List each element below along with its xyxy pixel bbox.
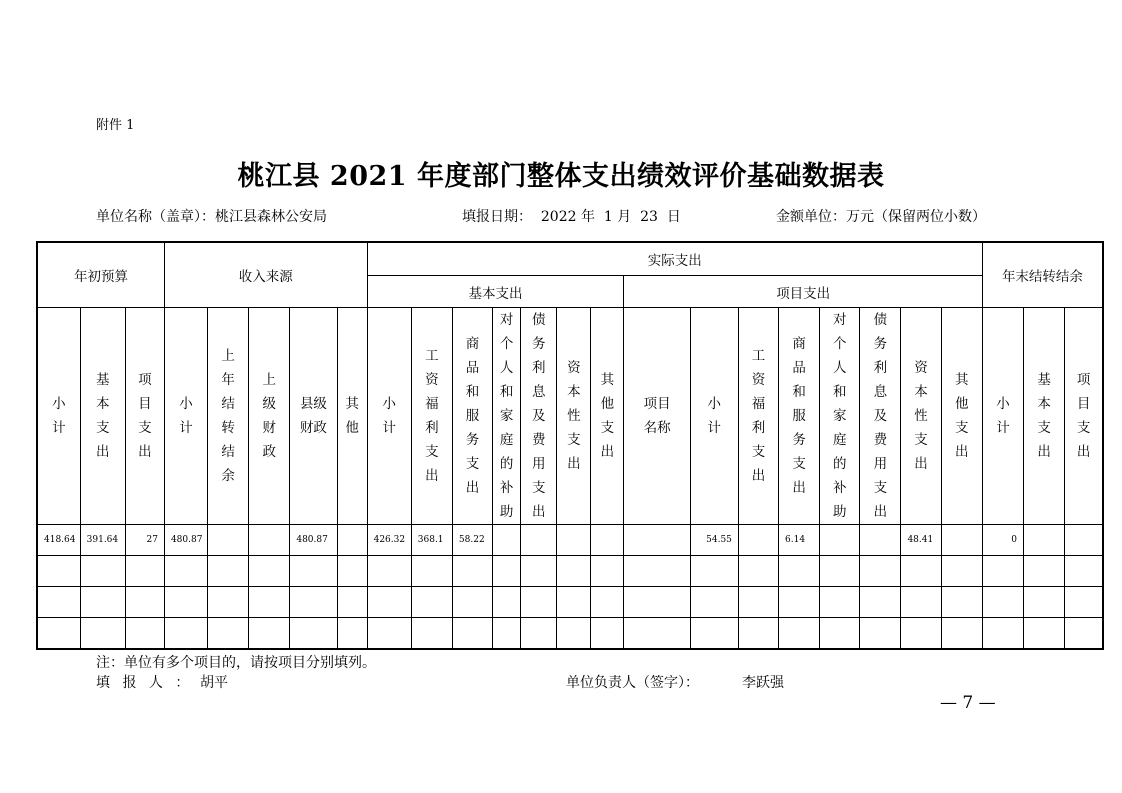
table-cell xyxy=(521,556,557,587)
table-row xyxy=(37,618,1103,650)
table-cell xyxy=(591,556,624,587)
col-project-debt: 债务利息及费用支出 xyxy=(860,308,901,525)
table-cell xyxy=(164,587,207,618)
table-cell: 0 xyxy=(982,525,1023,556)
col-yearend-subtotal: 小计 xyxy=(982,308,1023,525)
table-cell xyxy=(557,618,591,650)
table-cell xyxy=(493,587,521,618)
table-cell xyxy=(1024,618,1065,650)
table-cell xyxy=(208,587,249,618)
table-cell xyxy=(80,556,125,587)
col-basic-other: 其他支出 xyxy=(591,308,624,525)
col-basic-debt: 债务利息及费用支出 xyxy=(521,308,557,525)
col-budget-project: 项目支出 xyxy=(125,308,164,525)
table-row xyxy=(37,525,1103,556)
col-yearend-project: 项目支出 xyxy=(1065,308,1103,525)
table-cell: 368.1 xyxy=(411,525,452,556)
table-cell xyxy=(452,618,492,650)
table-cell xyxy=(208,556,249,587)
table-cell xyxy=(941,525,982,556)
col-basic-capital: 资本性支出 xyxy=(557,308,591,525)
col-income-superior: 上级财政 xyxy=(249,308,290,525)
table-cell xyxy=(820,556,860,587)
col-project-other: 其他支出 xyxy=(941,308,982,525)
col-income-county: 县级财政 xyxy=(290,308,337,525)
table-cell: 391.64 xyxy=(80,525,125,556)
table-cell xyxy=(820,618,860,650)
table-cell xyxy=(820,587,860,618)
table-row xyxy=(37,556,1103,587)
col-budget-subtotal: 小计 xyxy=(37,308,80,525)
table-cell xyxy=(1065,618,1103,650)
table-cell xyxy=(37,587,80,618)
table-cell xyxy=(982,618,1023,650)
performance-data-table xyxy=(36,241,1104,650)
table-cell xyxy=(591,618,624,650)
header-budget: 年初预算 xyxy=(37,242,164,308)
table-cell xyxy=(901,556,941,587)
table-cell xyxy=(591,587,624,618)
table-cell xyxy=(80,587,125,618)
table-cell xyxy=(521,525,557,556)
col-yearend-basic: 基本支出 xyxy=(1024,308,1065,525)
table-cell xyxy=(493,556,521,587)
table-cell xyxy=(738,618,778,650)
col-income-other: 其他 xyxy=(337,308,367,525)
table-cell xyxy=(452,556,492,587)
table-row xyxy=(37,587,1103,618)
table-cell xyxy=(37,618,80,650)
col-income-subtotal: 小计 xyxy=(164,308,207,525)
table-cell xyxy=(738,525,778,556)
table-cell xyxy=(690,587,738,618)
page-number: — 7 — xyxy=(940,693,996,713)
table-cell xyxy=(901,587,941,618)
table-cell xyxy=(941,556,982,587)
table-cell: 418.64 xyxy=(37,525,80,556)
table-cell xyxy=(493,618,521,650)
table-cell xyxy=(125,556,164,587)
table-cell xyxy=(452,587,492,618)
table-cell xyxy=(125,618,164,650)
header-project-expense: 项目支出 xyxy=(624,276,982,308)
table-cell xyxy=(411,618,452,650)
table-cell xyxy=(367,587,411,618)
col-income-carryover: 上年结转结余 xyxy=(208,308,249,525)
table-cell: 480.87 xyxy=(290,525,337,556)
table-cell xyxy=(624,587,690,618)
table-cell xyxy=(860,618,901,650)
table-cell xyxy=(982,556,1023,587)
col-project-capital: 资本性支出 xyxy=(901,308,941,525)
table-cell xyxy=(1024,587,1065,618)
table-cell xyxy=(493,525,521,556)
table-cell xyxy=(290,556,337,587)
table-cell xyxy=(860,556,901,587)
table-cell xyxy=(860,525,901,556)
col-basic-subtotal: 小计 xyxy=(367,308,411,525)
table-cell xyxy=(337,556,367,587)
unit-name: 单位名称（盖章）：桃江县森林公安局 xyxy=(96,209,327,225)
table-cell xyxy=(521,618,557,650)
table-cell xyxy=(337,525,367,556)
table-cell xyxy=(860,587,901,618)
unit-head-name: 李跃强 xyxy=(742,675,784,691)
table-cell xyxy=(1024,525,1065,556)
table-cell xyxy=(738,587,778,618)
data-table-container xyxy=(36,241,1104,649)
table-cell xyxy=(80,618,125,650)
table-cell xyxy=(125,587,164,618)
header-actual: 实际支出 xyxy=(367,242,982,276)
table-cell xyxy=(521,587,557,618)
filler-label: 填 报 人 ： xyxy=(96,675,194,691)
amount-unit: 金额单位：万元（保留两位小数） xyxy=(776,209,986,225)
header-basic-expense: 基本支出 xyxy=(367,276,624,308)
table-cell xyxy=(337,618,367,650)
table-cell: 27 xyxy=(125,525,164,556)
table-cell xyxy=(290,618,337,650)
fill-date: 填报日期： 2022 年 1 月 23 日 xyxy=(462,209,681,225)
table-cell xyxy=(1024,556,1065,587)
table-cell xyxy=(738,556,778,587)
table-cell xyxy=(941,618,982,650)
col-project-salary: 工资福利支出 xyxy=(738,308,778,525)
table-cell xyxy=(557,556,591,587)
filler-name: 胡平 xyxy=(200,675,228,691)
table-cell xyxy=(1065,587,1103,618)
col-budget-basic: 基本支出 xyxy=(80,308,125,525)
table-cell xyxy=(1065,525,1103,556)
col-project-name: 项目名称 xyxy=(624,308,690,525)
table-cell xyxy=(411,587,452,618)
table-cell xyxy=(779,618,820,650)
col-project-subsidy: 对个人和家庭的补助 xyxy=(820,308,860,525)
table-cell xyxy=(820,525,860,556)
unit-head-label: 单位负责人（签字）： xyxy=(566,675,699,691)
document-title: 桃江县 2021 年度部门整体支出绩效评价基础数据表 xyxy=(237,161,885,192)
table-cell: 426.32 xyxy=(367,525,411,556)
table-cell xyxy=(557,587,591,618)
table-cell xyxy=(779,587,820,618)
table-cell xyxy=(624,618,690,650)
col-project-subtotal: 小计 xyxy=(690,308,738,525)
table-cell xyxy=(779,556,820,587)
attachment-label: 附件 1 xyxy=(96,118,135,133)
col-basic-goods: 商品和服务支出 xyxy=(452,308,492,525)
table-cell xyxy=(290,587,337,618)
table-cell xyxy=(208,525,249,556)
table-cell xyxy=(208,618,249,650)
table-cell xyxy=(249,618,290,650)
footnote: 注：单位有多个项目的，请按项目分别填列。 xyxy=(96,655,376,671)
table-cell xyxy=(367,556,411,587)
table-cell xyxy=(624,556,690,587)
table-cell xyxy=(690,618,738,650)
table-cell: 48.41 xyxy=(901,525,941,556)
table-cell xyxy=(690,556,738,587)
table-cell xyxy=(591,525,624,556)
table-cell xyxy=(367,618,411,650)
table-cell xyxy=(164,618,207,650)
table-cell xyxy=(249,587,290,618)
col-basic-salary: 工资福利支出 xyxy=(411,308,452,525)
table-cell: 54.55 xyxy=(690,525,738,556)
table-cell: 6.14 xyxy=(779,525,820,556)
table-cell xyxy=(249,556,290,587)
table-cell xyxy=(557,525,591,556)
table-cell xyxy=(941,587,982,618)
col-basic-subsidy: 对个人和家庭的补助 xyxy=(493,308,521,525)
table-cell: 58.22 xyxy=(452,525,492,556)
table-cell xyxy=(411,556,452,587)
table-cell xyxy=(249,525,290,556)
header-yearend: 年末结转结余 xyxy=(982,242,1103,308)
table-cell xyxy=(624,525,690,556)
table-cell xyxy=(37,556,80,587)
table-cell xyxy=(901,618,941,650)
table-cell: 480.87 xyxy=(164,525,207,556)
table-cell xyxy=(164,556,207,587)
table-cell xyxy=(337,587,367,618)
col-project-goods: 商品和服务支出 xyxy=(779,308,820,525)
table-cell xyxy=(1065,556,1103,587)
header-income: 收入来源 xyxy=(164,242,367,308)
table-cell xyxy=(982,587,1023,618)
